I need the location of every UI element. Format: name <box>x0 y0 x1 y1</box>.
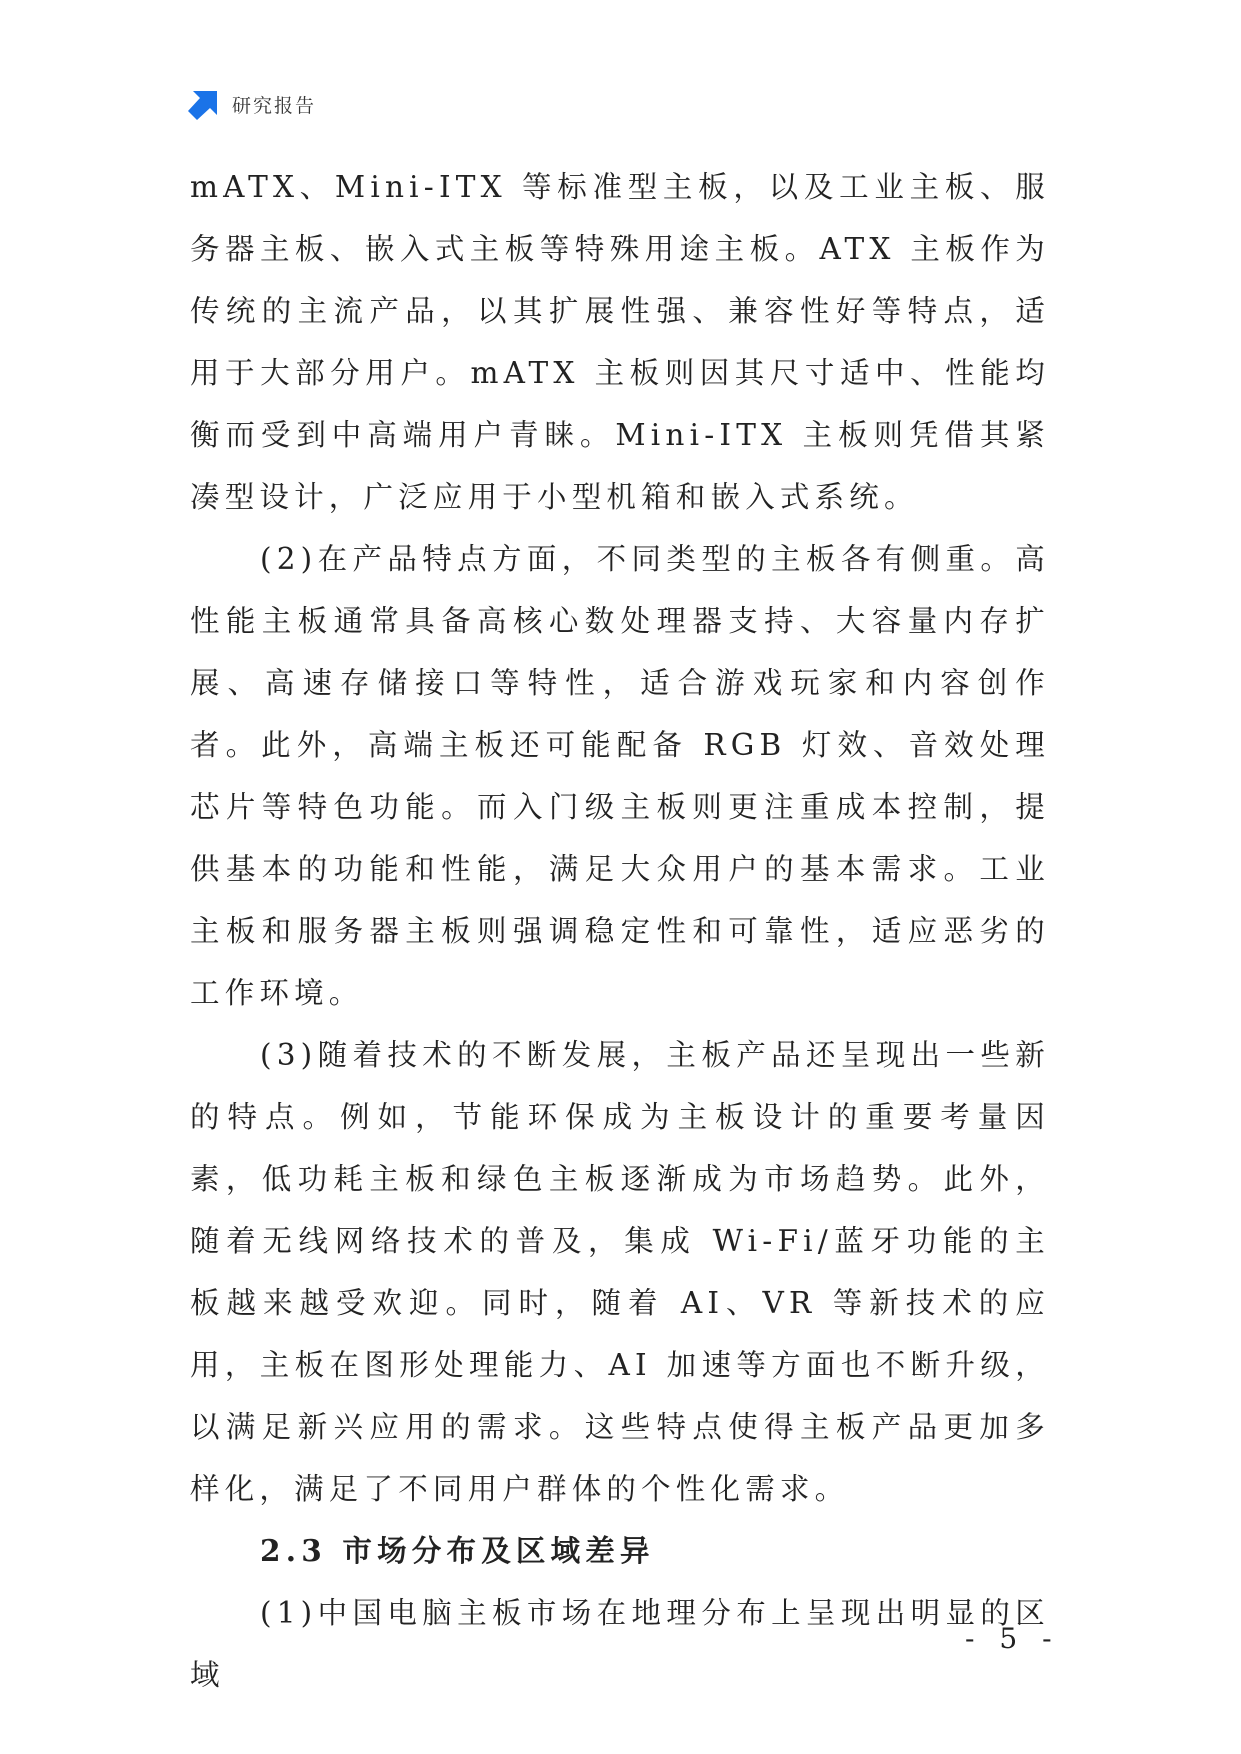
paragraph-market-distribution: (1)中国电脑主板市场在地理分布上呈现出明显的区域 <box>190 1596 1050 1692</box>
section-heading: 2.3 市场分布及区域差异 <box>260 1533 655 1568</box>
paragraph-continuation: mATX、Mini-ITX 等标准型主板，以及工业主板、服务器主板、嵌入式主板等特殊用途主板。ATX 主板作为传统的主流产品，以其扩展性强、兼容性好等特点，适用于大部分用户。mATX 主板则因其尺寸适中、性能均衡而受到中高端用户青睐。Mini-ITX 主板则凭借其紧凑型设计，广泛应用于小型机箱和嵌入式系统。 <box>190 170 1050 514</box>
paragraph-technology-trends: (3)随着技术的不断发展，主板产品还呈现出一些新的特点。例如，节能环保成为主板设计的重要考量因素，低功耗主板和绿色主板逐渐成为市场趋势。此外，随着无线网络技术的普及，集成 Wi-Fi/蓝牙功能的主板越来越受欢迎。同时，随着 AI、VR 等新技术的应用，主板在图形处理能力、AI 加速等方面也不断升级，以满足新兴应用的需求。这些特点使得主板产品更加多样化，满足了不同用户群体的个性化需求。 <box>190 1038 1050 1506</box>
page-header <box>186 86 316 122</box>
document-body <box>190 156 1050 1706</box>
header-title: 研究报告 <box>232 94 317 117</box>
arrow-up-right-icon <box>186 86 222 122</box>
page-number: - 5 - <box>965 1622 1060 1655</box>
paragraph-product-features: (2)在产品特点方面，不同类型的主板各有侧重。高性能主板通常具备高核心数处理器支持、大容量内存扩展、高速存储接口等特性，适合游戏玩家和内容创作者。此外，高端主板还可能配备 RGB 灯效、音效处理芯片等特色功能。而入门级主板则更注重成本控制，提供基本的功能和性能，满足大众用户的基本需求。工业主板和服务器主板则强调稳定性和可靠性，适应恶劣的工作环境。 <box>190 542 1050 1010</box>
